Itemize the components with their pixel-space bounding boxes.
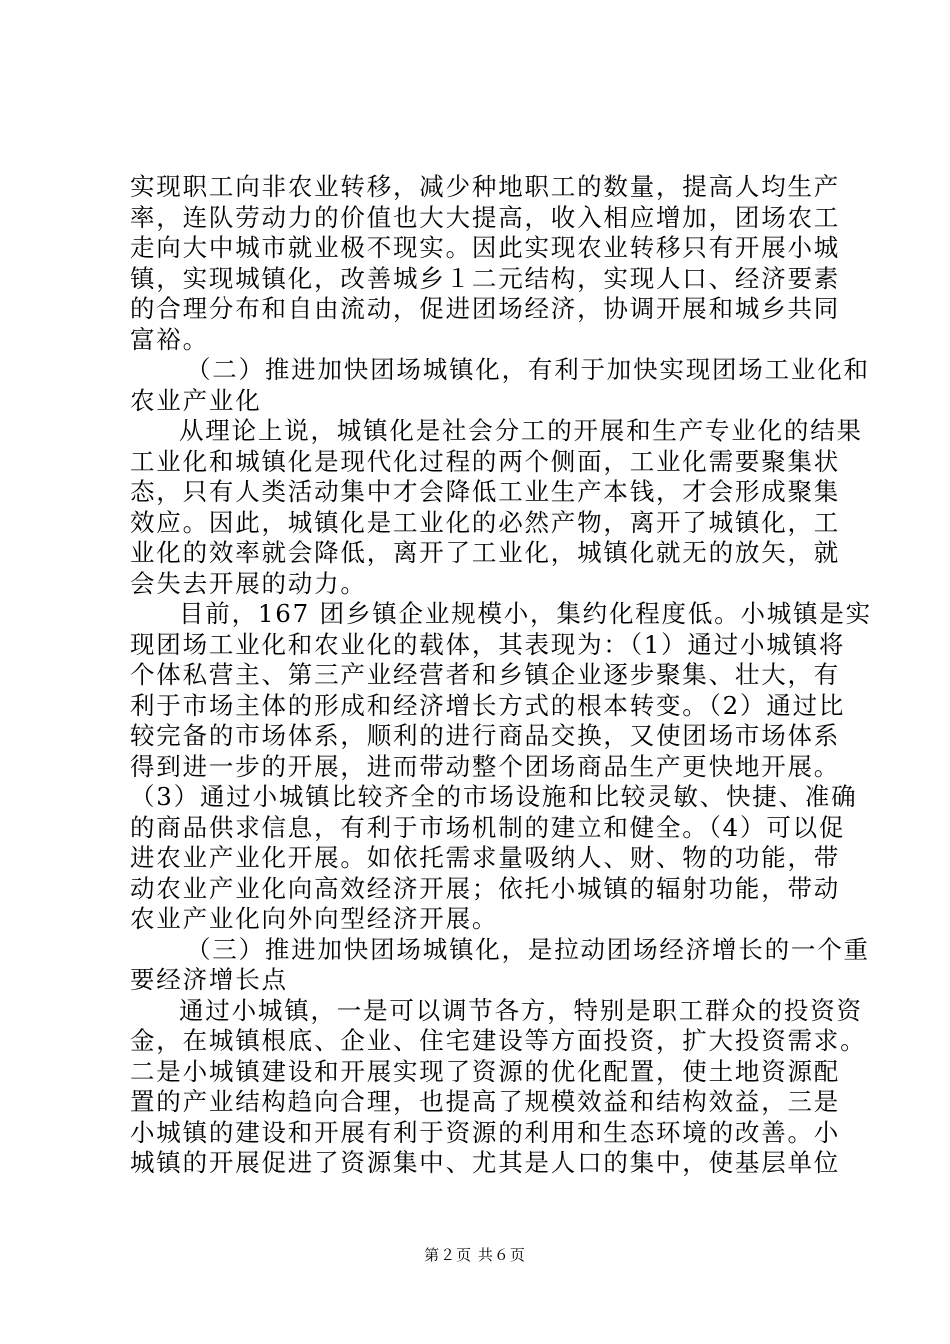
text-line: 的合理分布和自由流动，促进团场经济，协调开展和城乡共同 [130, 294, 841, 323]
text-line: 城镇的开展促进了资源集中、尤其是人口的集中，使基层单位 [130, 1148, 841, 1177]
text-line: 态，只有人类活动集中才会降低工业生产本钱，才会形成聚集 [130, 477, 841, 506]
document-body [130, 172, 872, 1179]
text-line: 效应。因此，城镇化是工业化的必然产物，离开了城镇化，工 [130, 507, 841, 537]
text-line: 现团场工业化和农业化的载体，其表现为：（1）通过小城镇将 [130, 629, 846, 659]
text-line: 利于市场主体的形成和经济增长方式的根本转变。（2）通过比 [130, 690, 846, 720]
text-line: 金，在城镇根底、企业、住宅建设等方面投资，扩大投资需求。 [130, 1026, 867, 1055]
text-line: 目前，167 团乡镇企业规模小，集约化程度低。小城镇是实 [179, 599, 872, 628]
page-number-footer: 第２页 共６页 [424, 1246, 526, 1264]
text-line: 较完备的市场体系，顺利的进行商品交换，又使团场市场体系 [130, 721, 841, 750]
text-line: 通过小城镇，一是可以调节各方，特别是职工群众的投资资 [179, 995, 863, 1025]
text-line: 从理论上说，城镇化是社会分工的开展和生产专业化的结果 [179, 416, 863, 445]
text-line: 工业化和城镇化是现代化过程的两个侧面，工业化需要聚集状 [130, 446, 841, 476]
text-line: 得到进一步的开展，进而带动整个团场商品生产更快地开展。 [130, 751, 841, 781]
text-line: 农业产业化 [130, 385, 262, 415]
text-line: 实现职工向非农业转移，减少种地职工的数量，提高人均生产 [130, 172, 841, 201]
text-line: 富裕。 [130, 324, 209, 354]
text-line: 置的产业结构趋向合理，也提高了规模效益和结构效益，三是 [130, 1087, 841, 1116]
text-line: 个体私营主、第三产业经营者和乡镇企业逐步聚集、壮大，有 [130, 660, 841, 689]
text-line: 进农业产业化开展。如依托需求量吸纳人、财、物的功能，带 [130, 843, 841, 872]
text-line: （3）通过小城镇比较齐全的市场设施和比较灵敏、快捷、准确 [130, 782, 858, 811]
text-line: 率，连队劳动力的价值也大大提高，收入相应增加，团场农工 [130, 202, 841, 232]
text-line: 镇，实现城镇化，改善城乡１二元结构，实现人口、经济要素 [130, 263, 841, 293]
text-line: 的商品供求信息，有利于市场机制的建立和健全。（4）可以促 [130, 812, 846, 842]
text-line: 走向大中城市就业极不现实。因此实现农业转移只有开展小城 [130, 233, 841, 262]
text-line: 二是小城镇建设和开展实现了资源的优化配置，使土地资源配 [130, 1056, 841, 1086]
text-line: 农业产业化向外向型经济开展。 [130, 904, 499, 933]
text-line: 小城镇的建设和开展有利于资源的利用和生态环境的改善。小 [130, 1117, 841, 1147]
text-line: 要经济增长点 [130, 965, 288, 994]
text-line: 会失去开展的动力。 [130, 568, 367, 598]
text-line: （二）推进加快团场城镇化，有利于加快实现团场工业化和 [186, 355, 870, 384]
text-line: （三）推进加快团场城镇化，是拉动团场经济增长的一个重 [186, 934, 870, 964]
text-line: 动农业产业化向高效经济开展；依托小城镇的辐射功能，带动 [130, 873, 841, 903]
text-line: 业化的效率就会降低，离开了工业化，城镇化就无的放矢，就 [130, 538, 841, 567]
